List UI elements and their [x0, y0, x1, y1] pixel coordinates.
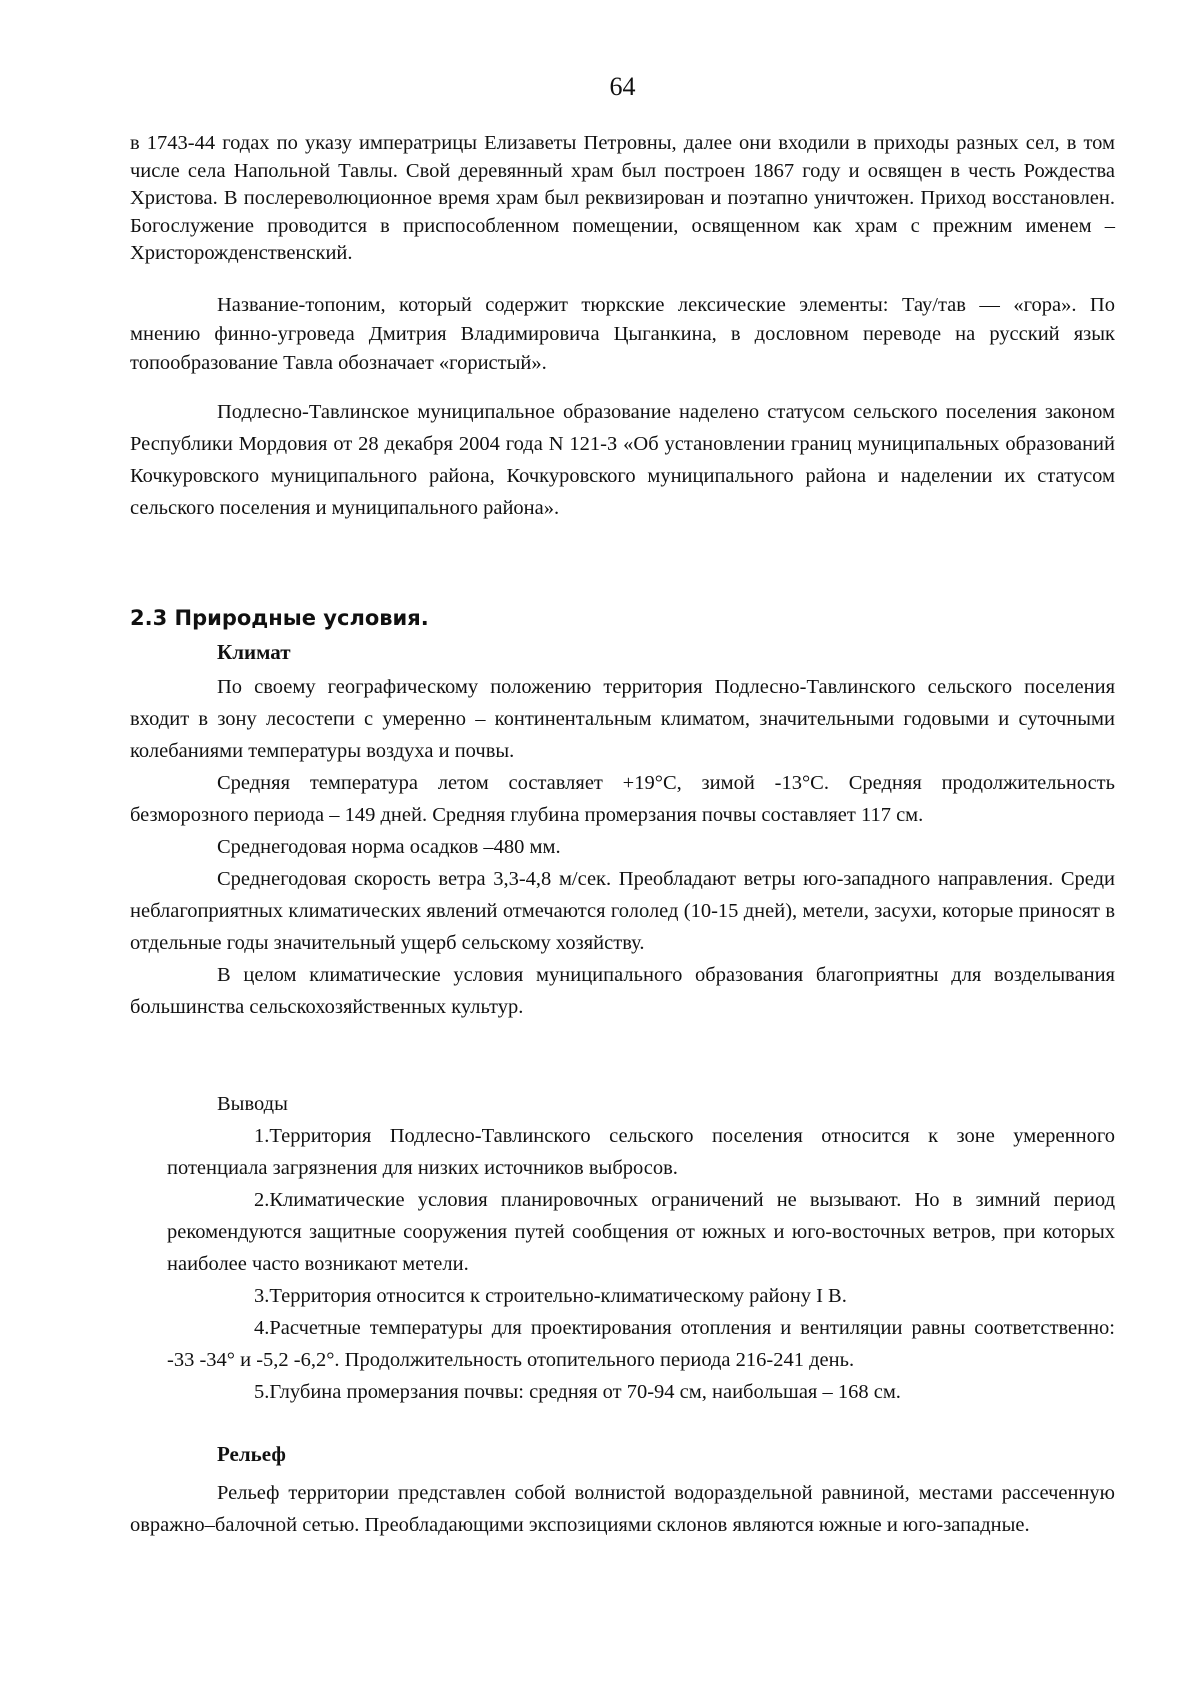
climate-heading: Климат: [217, 640, 291, 664]
list-item-text: Территория Подлесно-Тавлинского сельского поселения относится к зоне умеренного потенциала загрязнения для низких источников выбросов.: [167, 1125, 1115, 1179]
list-number: 4.: [254, 1317, 270, 1339]
list-item-text: Климатические условия планировочных ограничений не вызывают. Но в зимний период рекомендуются защитные сооружения путей сообщения от южных и юго-восточных ветров, при которых наиболее часто возникают метели.: [167, 1189, 1115, 1275]
list-item: [167, 1280, 1115, 1312]
climate-section: [130, 671, 1115, 1023]
document-page: [130, 0, 1115, 1697]
list-number: 5.: [254, 1381, 270, 1403]
climate-paragraph: По своему географическому положению территория Подлесно-Тавлинского сельского поселения входит в зону лесостепи с умеренно – континентальным климатом, значительными годовыми и суточными колебаниями температуры воздуха и почвы.: [130, 676, 1115, 762]
relief-heading: Рельеф: [217, 1442, 286, 1466]
list-item-text: Расчетные температуры для проектирования отопления и вентиляции равны соответственно: -33 -34° и -5,2 -6,2°. Продолжительность отопительного периода 216-241 день.: [167, 1317, 1115, 1371]
paragraph-municipal-status: Подлесно-Тавлинское муниципальное образование наделено статусом сельского поселения законом Республики Мордовия от 28 декабря 2004 года N 121-З «Об установлении границ муниципальных образований Кочкуровского муниципального района, Кочкуровского муниципального района и наделении их статусом сельского поселения и муниципального района».: [130, 401, 1115, 519]
list-item: [167, 1120, 1115, 1184]
paragraph-toponym: Название-топоним, который содержит тюркские лексические элементы: Тау/тав — «гора». По мнению финно-угроведа Дмитрия Владимировича Цыганкина, в дословном переводе на русский язык топообразование Тавла обозначает «гористый».: [130, 294, 1115, 374]
climate-paragraph: В целом климатические условия муниципального образования благоприятны для возделывания большинства сельскохозяйственных культур.: [130, 964, 1115, 1018]
list-item-text: Территория относится к строительно-климатическому району I В.: [269, 1285, 847, 1307]
relief-paragraph: Рельеф территории представлен собой волнистой водораздельной равниной, местами рассеченную овражно–балочной сетью. Преобладающими экспозициями склонов являются южные и юго-западные.: [130, 1482, 1115, 1536]
conclusions-label: Выводы: [217, 1093, 288, 1115]
page-number: 64: [609, 72, 636, 101]
list-item: [167, 1376, 1115, 1408]
list-item-text: Глубина промерзания почвы: средняя от 70-94 см, наибольшая – 168 см.: [269, 1381, 901, 1403]
section-heading: 2.3 Природные условия.: [130, 606, 429, 630]
list-item: [167, 1312, 1115, 1376]
list-number: 1.: [254, 1125, 270, 1147]
list-item: [167, 1184, 1115, 1280]
climate-paragraph: Среднегодовая скорость ветра 3,3-4,8 м/сек. Преобладают ветры юго-западного направления. Среди неблагоприятных климатических явлений отмечаются гололед (10-15 дней), метели, засухи, которые приносят в отдельные годы значительный ущерб сельскому хозяйству.: [130, 868, 1115, 954]
list-number: 2.: [254, 1189, 270, 1211]
climate-paragraph: Средняя температура летом составляет +19°С, зимой -13°С. Средняя продолжительность безморозного периода – 149 дней. Средняя глубина промерзания почвы составляет 117 см.: [130, 772, 1115, 826]
conclusions-list: [167, 1120, 1115, 1408]
list-number: 3.: [254, 1285, 270, 1307]
climate-paragraph: Среднегодовая норма осадков –480 мм.: [217, 836, 561, 858]
relief-section: [130, 1477, 1115, 1541]
paragraph-church-history: в 1743-44 годах по указу императрицы Елизаветы Петровны, далее они входили в приходы разных сел, в том числе села Напольной Тавлы. Свой деревянный храм был построен 1867 году и освящен в честь Рождества Христова. В послереволюционное время храм был реквизирован и поэтапно уничтожен. Приход восстановлен. Богослужение проводится в приспособленном помещении, освященном как храм с прежним именем – Христорожденственский.: [130, 132, 1115, 265]
